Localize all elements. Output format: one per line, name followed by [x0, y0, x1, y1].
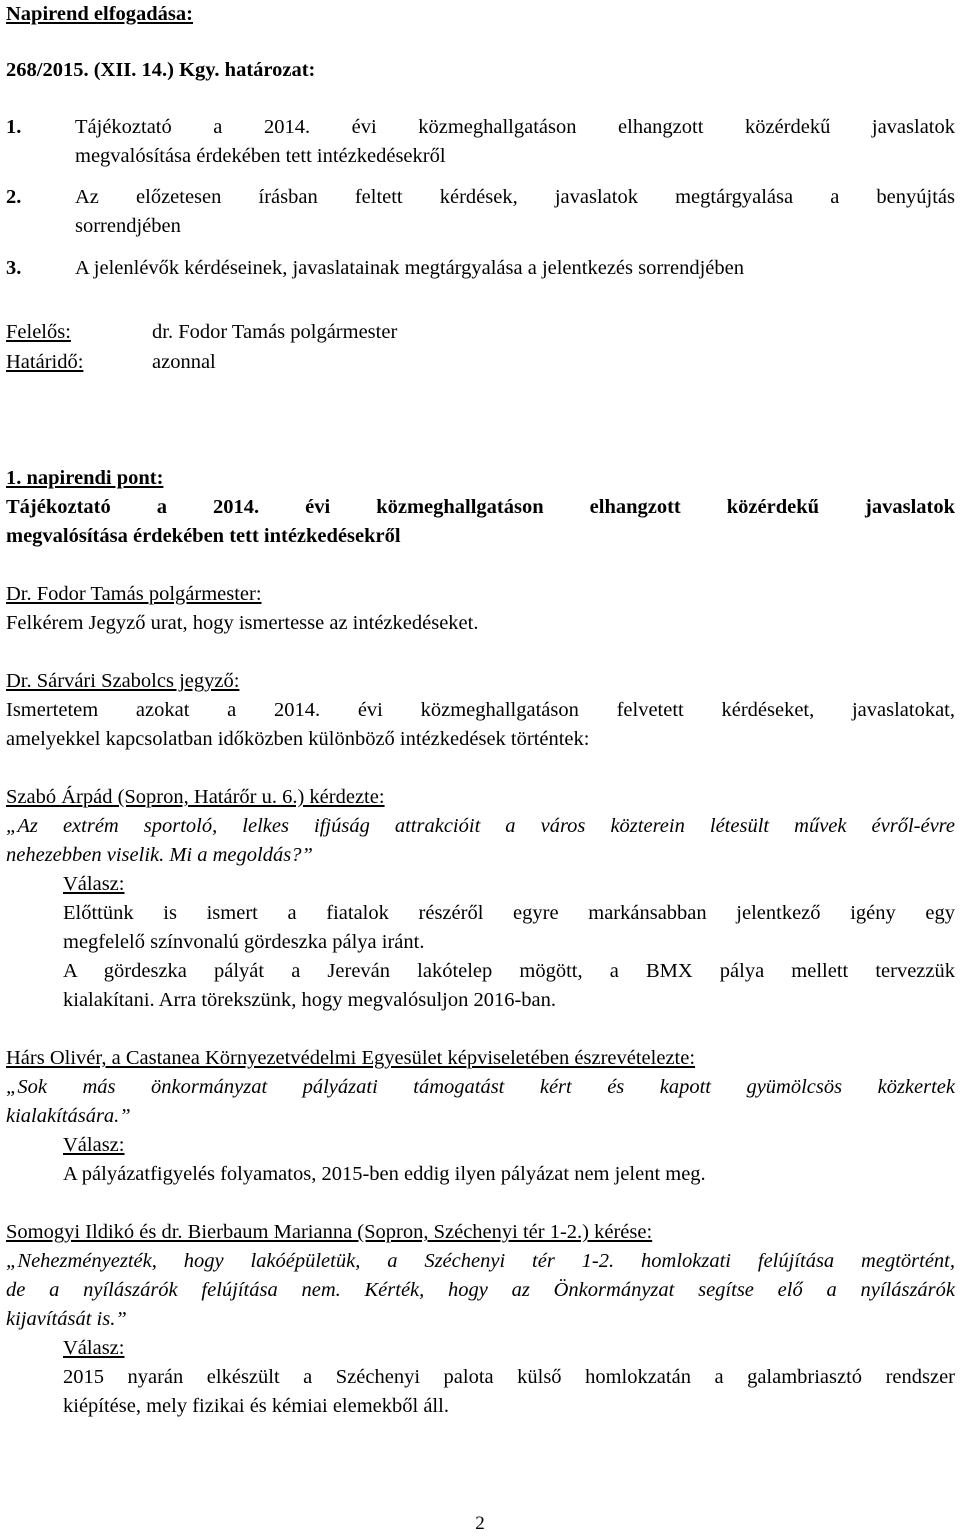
responsible-value: dr. Fodor Tamás polgármester [152, 321, 398, 343]
agenda-item-2 [6, 183, 955, 241]
page-number: 2 [475, 1513, 485, 1534]
agenda-item-text: Tájékoztató a 2014. évi közmeghallgatáson elhangzott közérdekű javaslatok [75, 116, 955, 138]
speech-text: Ismertetem azokat a 2014. évi közmeghallgatáson felvetett kérdéseket, javaslatokat, [6, 699, 955, 721]
agenda-item-3 [6, 254, 955, 283]
agenda-item-text: Az előzetesen írásban feltett kérdések, javaslatok megtárgyalása a benyújtás [75, 186, 955, 208]
agenda-item-text: sorrendjében [75, 215, 181, 237]
question-text: kijavítását is.” [6, 1308, 127, 1330]
agenda-point-title: Tájékoztató a 2014. évi közmeghallgatáson elhangzott közérdekű javaslatok [6, 496, 955, 518]
answer-text: 2015 nyarán elkészült a Széchenyi palota külső homlokzatán a galambriasztó rendszer [63, 1366, 955, 1388]
question-text: kialakítására.” [6, 1105, 131, 1127]
agenda-item-number: 1. [6, 116, 22, 138]
question-text: de a nyílászárók felújítása nem. Kérték, hogy az Önkormányzat segítse elő a nyílászárók [6, 1279, 955, 1301]
deadline-value: azonnal [152, 351, 216, 373]
resolution-number: 268/2015. (XII. 14.) Kgy. határozat: [6, 59, 316, 81]
answer-label: Válasz: [63, 1134, 125, 1156]
answer-text: A gördeszka pályát a Jereván lakótelep mögött, a BMX pálya mellett tervezzük [63, 960, 955, 982]
agenda-point-label: 1. napirendi pont: [6, 467, 164, 489]
answer-text: Előttünk is ismert a fiatalok részéről egyre markánsabban jelentkező igény egy [63, 902, 955, 924]
answer-text: kiépítése, mely fizikai és kémiai elemekből áll. [63, 1395, 449, 1417]
agenda-item-text: megvalósítása érdekében tett intézkedésekről [75, 145, 446, 167]
answer-label: Válasz: [63, 873, 125, 895]
responsible-label: Felelős: [6, 321, 71, 343]
question-text: „Nehezményezték, hogy lakóépületük, a Széchenyi tér 1-2. homlokzati felújítása megtörtént, [6, 1250, 955, 1272]
answer-text: megfelelő színvonalú gördeszka pálya iránt. [63, 931, 425, 953]
speaker-notary: Dr. Sárvári Szabolcs jegyző: [6, 670, 240, 692]
question-asker: Szabó Árpád (Sopron, Határőr u. 6.) kérdezte: [6, 786, 385, 808]
question-text: „Sok más önkormányzat pályázati támogatást kért és kapott gyümölcsös közkertek [6, 1076, 955, 1098]
deadline-label: Határidő: [6, 351, 84, 373]
agenda-heading: Napirend elfogadása: [6, 3, 193, 25]
speech-text: Felkérem Jegyző urat, hogy ismertesse az intézkedéseket. [6, 612, 479, 634]
question-text: nehezebben viselik. Mi a megoldás?” [6, 844, 313, 866]
agenda-item-1 [6, 113, 955, 171]
answer-text: A pályázatfigyelés folyamatos, 2015-ben eddig ilyen pályázat nem jelent meg. [63, 1163, 706, 1185]
speech-text: amelyekkel kapcsolatban időközben különböző intézkedések történtek: [6, 728, 590, 750]
agenda-item-number: 2. [6, 186, 22, 208]
answer-label: Válasz: [63, 1337, 125, 1359]
question-asker: Somogyi Ildikó és dr. Bierbaum Marianna (Sopron, Széchenyi tér 1-2.) kérése: [6, 1221, 653, 1243]
speaker-mayor: Dr. Fodor Tamás polgármester: [6, 583, 262, 605]
agenda-item-text: A jelenlévők kérdéseinek, javaslatainak megtárgyalása a jelentkezés sorrendjében [75, 257, 745, 279]
question-text: „Az extrém sportoló, lelkes ifjúság attrakcióit a város közterein létesült művek évről-évre [6, 815, 955, 837]
agenda-point-title: megvalósítása érdekében tett intézkedésekről [6, 525, 401, 547]
agenda-item-number: 3. [6, 257, 22, 279]
answer-text: kialakítani. Arra törekszünk, hogy megvalósuljon 2016-ban. [63, 989, 557, 1011]
question-asker: Hárs Olivér, a Castanea Környezetvédelmi Egyesület képviseletében észrevételezte: [6, 1047, 696, 1069]
